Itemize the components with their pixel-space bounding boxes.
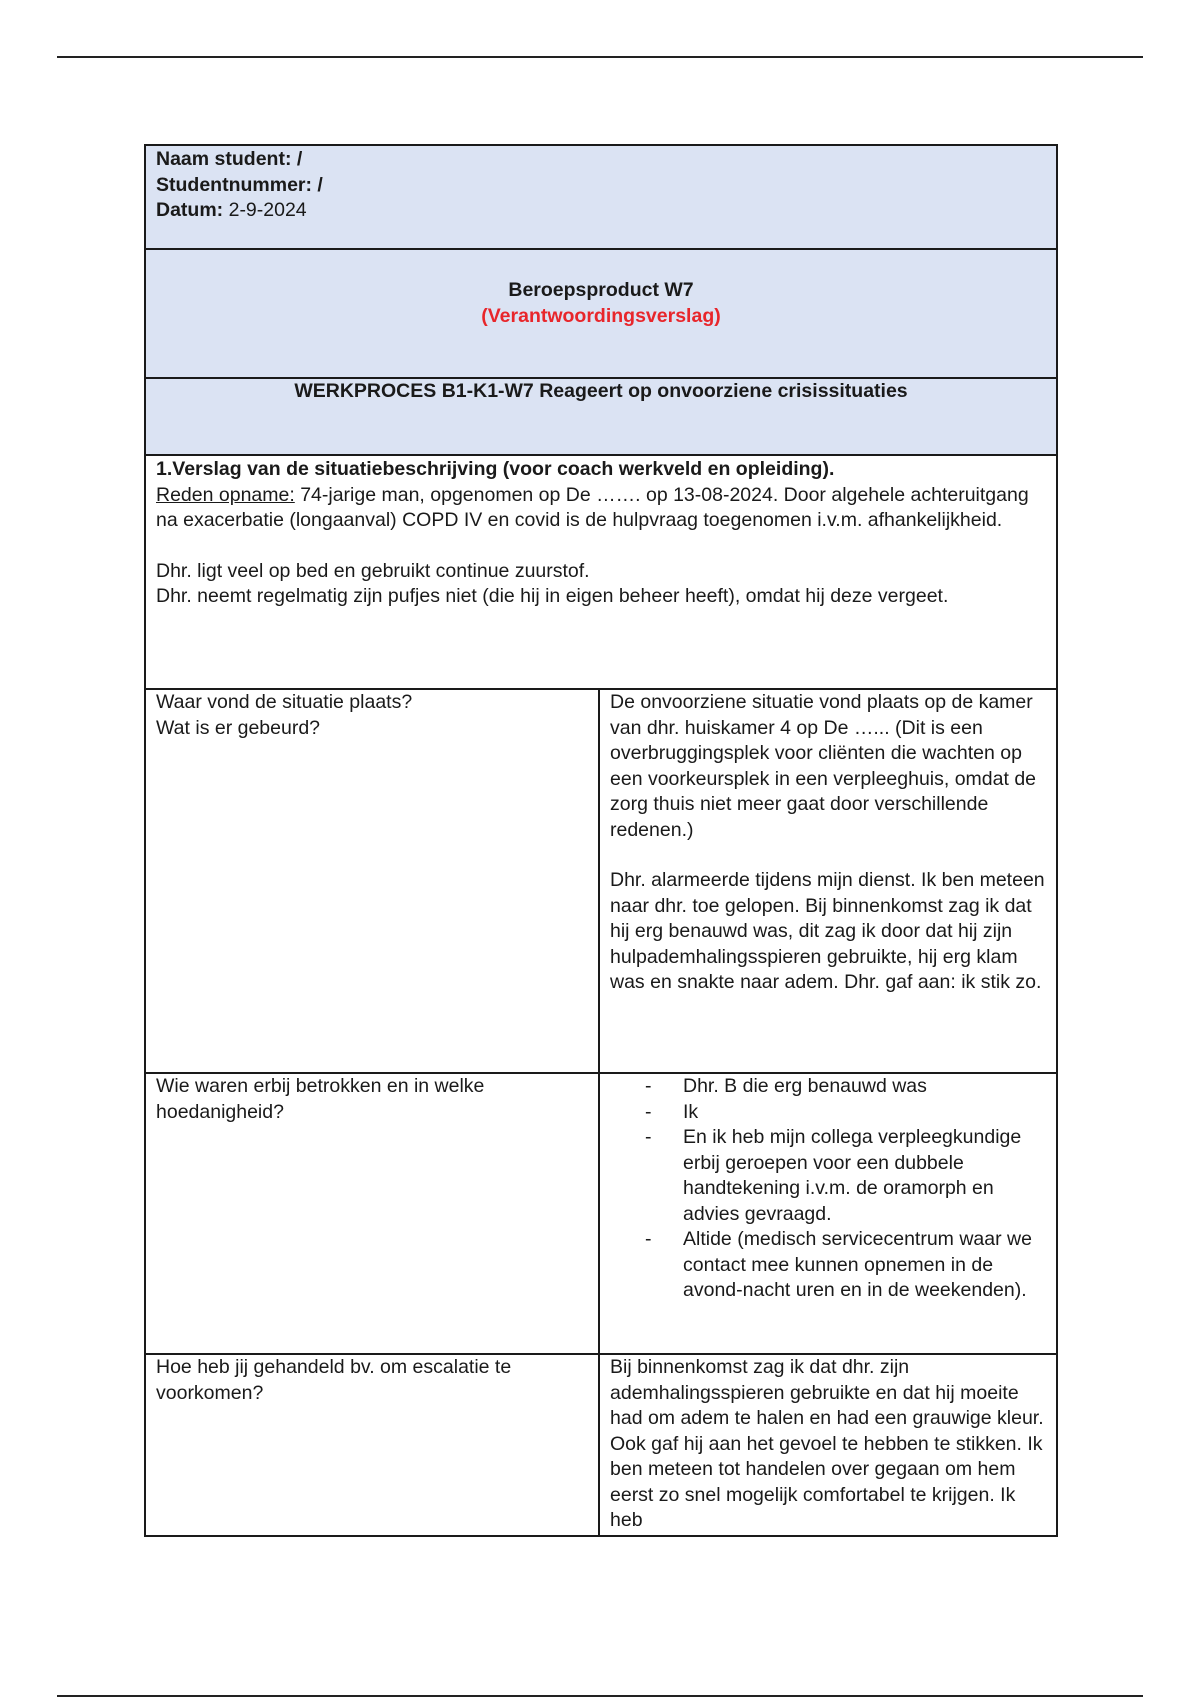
student-name-label: Naam student: / (156, 148, 303, 170)
product-subtitle: (Verantwoordingsverslag) (481, 304, 721, 327)
product-title: Beroepsproduct W7 (508, 279, 694, 301)
list-item: - En ik heb mijn collega verpleegkundige erbij geroepen voor een dubbele handtekening i.v.m. de oramorph en advies gevraagd. (645, 1126, 1022, 1225)
list-item: - Ik (645, 1100, 699, 1123)
table-row (146, 1074, 1056, 1355)
question-text: Waar vond de situatie plaats? (156, 691, 413, 713)
answer-text: Dhr. alarmeerde tijdens mijn dienst. Ik ben meteen naar dhr. toe gelopen. Bij binnenkomst zag ik dat hij erg benauwd was, dit zag ik door dat hij zijn hulpademhalingsspieren gebruikte, hij erg klam was en snakte naar adem. Dhr. gaf aan: ik stik zo. (610, 869, 1045, 993)
question-cell (146, 690, 600, 1072)
title-block (146, 250, 1056, 379)
question-cell (146, 1355, 600, 1535)
top-rule (57, 56, 1143, 58)
table-row (146, 1355, 1056, 1535)
section-heading: 1.Verslag van de situatiebeschrijving (voor coach werkveld en opleiding). (156, 458, 835, 480)
bottom-rule (57, 1695, 1143, 1697)
list-item: - Dhr. B die erg benauwd was (645, 1075, 927, 1097)
date-label: Datum: (156, 199, 224, 221)
question-text: Wat is er gebeurd? (156, 716, 321, 739)
situation-section (146, 456, 1056, 690)
answer-cell (600, 1074, 1056, 1353)
answer-text: Bij binnenkomst zag ik dat dhr. zijn ademhalingsspieren gebruikte en dat hij moeite had om adem te halen en had een grauwige kleur. Ook gaf hij aan het gevoel te hebben te stikken. Ik ben meteen tot handelen over gegaan om hem eerst zo snel mogelijk comfortabel te krijgen. Ik heb (610, 1356, 1044, 1531)
reason-label: Reden opname: (156, 483, 295, 506)
list-item: - Altide (medisch servicecentrum waar we contact mee kunnen opnemen in de avond-nacht uren en in de weekenden). (645, 1228, 1032, 1301)
question-text: Hoe heb jij gehandeld bv. om escalatie te voorkomen? (156, 1356, 512, 1404)
question-text: Wie waren erbij betrokken en in welke hoedanigheid? (156, 1075, 485, 1123)
student-number-label: Studentnummer: / (156, 173, 323, 196)
student-info-block (146, 146, 1056, 250)
reason-text: 74-jarige man, opgenomen op De ……. op 13-08-2024. Door algehele achteruitgang na exacerbatie (longaanval) COPD IV en covid is de hulpvraag toegenomen i.v.m. afhankelijkheid. (156, 483, 1029, 531)
report-table (144, 144, 1058, 1537)
werkproces-block (146, 379, 1056, 456)
question-cell (146, 1074, 600, 1353)
answer-cell (600, 690, 1056, 1072)
situation-para-1: Dhr. ligt veel op bed en gebruikt continue zuurstof. (156, 559, 590, 582)
table-row (146, 690, 1056, 1074)
werkproces-title: WERKPROCES B1-K1-W7 Reageert op onvoorziene crisissituaties (294, 380, 908, 402)
date-value: 2-9-2024 (228, 199, 307, 221)
situation-para-2: Dhr. neemt regelmatig zijn pufjes niet (die hij in eigen beheer heeft), omdat hij deze vergeet. (156, 585, 949, 607)
answer-cell (600, 1355, 1056, 1535)
involved-list (610, 1074, 1046, 1304)
answer-text: De onvoorziene situatie vond plaats op de kamer van dhr. huiskamer 4 op De …... (Dit is een overbruggingsplek voor cliënten die wachten op een voorkeursplek in een verpleeghuis, omdat de zorg thuis niet meer gaat door verschillende redenen.) (610, 691, 1037, 841)
